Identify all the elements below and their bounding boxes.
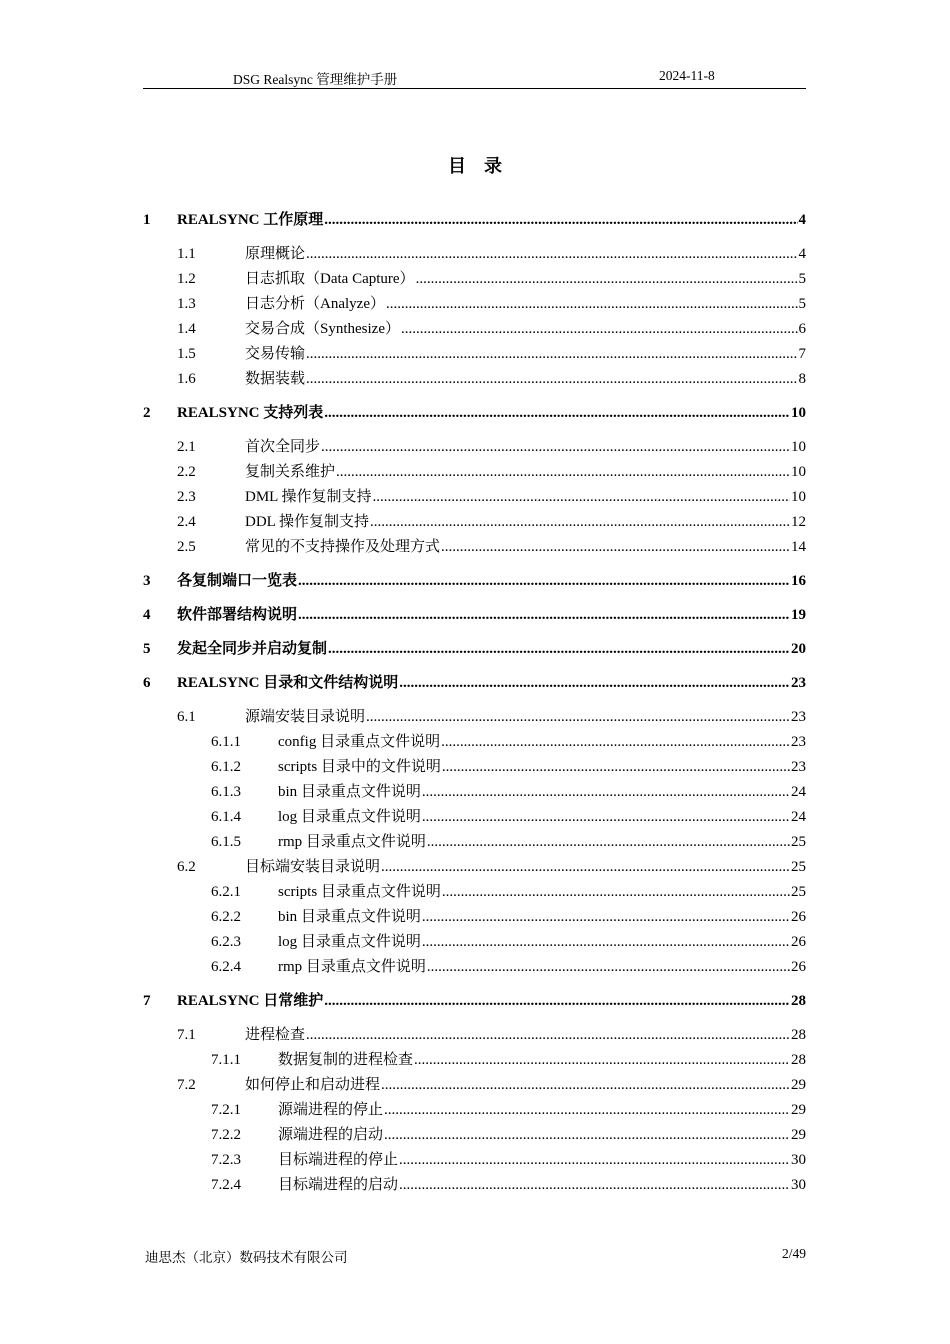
toc-entry-number: 1.1 [177, 246, 196, 262]
toc-entry-page: 12 [791, 514, 806, 530]
toc-entry-page: 28 [791, 1027, 806, 1043]
toc-entry-number: 1.4 [177, 321, 196, 337]
toc-entry-number: 1.5 [177, 346, 196, 362]
page-header [143, 66, 806, 89]
toc-leader-dots [366, 705, 790, 730]
toc-entry-page: 28 [791, 1052, 806, 1068]
toc-entry-page: 4 [798, 212, 806, 228]
toc-entry[interactable] [143, 485, 806, 510]
toc-entry[interactable] [143, 1098, 806, 1123]
toc-leader-dots [422, 805, 790, 830]
toc-leader-dots [324, 208, 797, 233]
toc-entry-title: 发起全同步并启动复制 [177, 641, 328, 657]
toc-entry[interactable] [143, 460, 806, 485]
toc-entry[interactable] [143, 705, 806, 730]
toc-entry-title: rmp 目录重点文件说明 [278, 959, 426, 975]
toc-entry[interactable] [143, 955, 806, 980]
toc-entry-number: 2.5 [177, 539, 196, 555]
toc-entry-title: 日志抓取（Data Capture） [245, 271, 415, 287]
toc-entry-page: 24 [791, 809, 806, 825]
toc-entry-number: 2.3 [177, 489, 196, 505]
toc-entry-title: config 目录重点文件说明 [278, 734, 441, 750]
table-of-contents [143, 208, 806, 1198]
toc-entry-number: 6.2.1 [211, 884, 241, 900]
toc-entry-title: bin 目录重点文件说明 [278, 784, 421, 800]
toc-entry-title: 复制关系维护 [245, 464, 336, 480]
toc-entry-page: 10 [791, 489, 806, 505]
toc-entry-title: bin 目录重点文件说明 [278, 909, 421, 925]
toc-entry-title: 软件部署结构说明 [177, 607, 298, 623]
toc-entry-page: 23 [791, 675, 806, 691]
toc-entry-page: 29 [791, 1127, 806, 1143]
toc-entry-title: 数据复制的进程检查 [278, 1052, 414, 1068]
toc-entry-page: 26 [791, 909, 806, 925]
toc-leader-dots [373, 485, 790, 510]
toc-entry-number: 6.1.5 [211, 834, 241, 850]
toc-leader-dots [416, 267, 798, 292]
header-title: DSG Realsync 管理维护手册 [233, 72, 398, 87]
toc-leader-dots [324, 989, 790, 1014]
footer-page-number: 2/49 [781, 1246, 806, 1261]
toc-leader-dots [441, 535, 790, 560]
toc-entry-title: 各复制端口一览表 [177, 573, 298, 589]
toc-leader-dots [381, 1073, 790, 1098]
toc-entry[interactable] [143, 755, 806, 780]
toc-leader-dots [414, 1048, 790, 1073]
toc-entry-page: 8 [798, 371, 806, 387]
toc-entry-number: 7.2.3 [211, 1152, 241, 1168]
toc-entry-title: scripts 目录重点文件说明 [278, 884, 441, 900]
toc-entry[interactable] [143, 905, 806, 930]
toc-title: 目录 [448, 156, 520, 176]
toc-entry-number: 6 [143, 675, 151, 691]
toc-leader-dots [306, 367, 797, 392]
toc-entry-page: 23 [791, 734, 806, 750]
toc-entry-page: 26 [791, 959, 806, 975]
toc-entry[interactable] [143, 880, 806, 905]
toc-entry-title: DDL 操作复制支持 [245, 514, 370, 530]
toc-entry-title: 常见的不支持操作及处理方式 [245, 539, 441, 555]
toc-leader-dots [321, 435, 790, 460]
toc-entry-page: 16 [791, 573, 806, 589]
toc-leader-dots [324, 401, 790, 426]
toc-entry-number: 7.2.4 [211, 1177, 241, 1193]
toc-entry-page: 28 [791, 993, 806, 1009]
toc-entry-title: 日志分析（Analyze） [245, 296, 385, 312]
toc-leader-dots [422, 905, 790, 930]
toc-entry-title: 首次全同步 [245, 439, 321, 455]
toc-entry-title: log 目录重点文件说明 [278, 809, 421, 825]
toc-entry-number: 6.2.2 [211, 909, 241, 925]
toc-entry-page: 30 [791, 1152, 806, 1168]
toc-leader-dots [336, 460, 790, 485]
toc-entry-page: 5 [798, 296, 806, 312]
toc-entry[interactable] [143, 342, 806, 367]
toc-entry-page: 30 [791, 1177, 806, 1193]
toc-entry-number: 3 [143, 573, 151, 589]
toc-entry-page: 10 [791, 405, 806, 421]
toc-entry-number: 6.1.3 [211, 784, 241, 800]
toc-leader-dots [384, 1123, 790, 1148]
toc-entry-page: 19 [791, 607, 806, 623]
toc-entry-title: 目标端进程的启动 [278, 1177, 399, 1193]
toc-leader-dots [399, 1148, 790, 1173]
toc-entry-number: 2.2 [177, 464, 196, 480]
toc-entry[interactable] [143, 1148, 806, 1173]
toc-entry[interactable] [143, 535, 806, 560]
toc-entry-title: REALSYNC 工作原理 [177, 212, 324, 228]
toc-entry[interactable] [143, 1173, 806, 1198]
toc-entry-title: log 目录重点文件说明 [278, 934, 421, 950]
toc-entry-title: 源端进程的停止 [278, 1102, 384, 1118]
toc-entry-title: 数据装载 [245, 371, 306, 387]
toc-entry[interactable] [143, 730, 806, 755]
toc-entry[interactable] [143, 510, 806, 535]
toc-entry-title: 源端安装目录说明 [245, 709, 366, 725]
toc-entry-page: 26 [791, 934, 806, 950]
toc-leader-dots [306, 342, 797, 367]
toc-entry-title: 进程检查 [245, 1027, 306, 1043]
toc-entry-title: 交易传输 [245, 346, 306, 362]
toc-entry-page: 10 [791, 439, 806, 455]
toc-entry-number: 7.2.2 [211, 1127, 241, 1143]
toc-entry-number: 7 [143, 993, 151, 1009]
toc-entry-title: REALSYNC 目录和文件结构说明 [177, 675, 399, 691]
toc-entry-page: 24 [791, 784, 806, 800]
toc-entry-title: 目标端进程的停止 [278, 1152, 399, 1168]
toc-leader-dots [306, 1023, 790, 1048]
toc-entry-title: 目标端安装目录说明 [245, 859, 381, 875]
toc-entry[interactable] [143, 208, 806, 233]
toc-entry-number: 6.2.4 [211, 959, 241, 975]
toc-leader-dots [427, 955, 790, 980]
toc-entry[interactable] [143, 435, 806, 460]
toc-entry-number: 1 [143, 212, 151, 228]
toc-entry-page: 7 [798, 346, 806, 362]
toc-entry-number: 6.1.2 [211, 759, 241, 775]
toc-leader-dots [298, 569, 790, 594]
toc-leader-dots [298, 603, 790, 628]
toc-entry-title: DML 操作复制支持 [245, 489, 372, 505]
toc-entry-page: 29 [791, 1102, 806, 1118]
toc-entry-number: 7.2.1 [211, 1102, 241, 1118]
toc-entry-page: 29 [791, 1077, 806, 1093]
toc-entry-number: 2.1 [177, 439, 196, 455]
toc-entry[interactable] [143, 317, 806, 342]
toc-entry-number: 6.2 [177, 859, 196, 875]
toc-entry-title: 交易合成（Synthesize） [245, 321, 400, 337]
header-date: 2024-11-8 [659, 68, 715, 83]
toc-leader-dots [381, 855, 790, 880]
toc-entry-number: 7.1 [177, 1027, 196, 1043]
toc-leader-dots [386, 292, 798, 317]
toc-entry[interactable] [143, 1073, 806, 1098]
toc-entry-title: 源端进程的启动 [278, 1127, 384, 1143]
toc-entry[interactable] [143, 780, 806, 805]
toc-entry-number: 2 [143, 405, 151, 421]
toc-entry-title: REALSYNC 支持列表 [177, 405, 324, 421]
toc-entry-number: 6.2.3 [211, 934, 241, 950]
toc-leader-dots [401, 317, 798, 342]
toc-entry-number: 4 [143, 607, 151, 623]
toc-entry-number: 2.4 [177, 514, 196, 530]
toc-entry[interactable] [143, 292, 806, 317]
toc-entry-page: 10 [791, 464, 806, 480]
toc-entry[interactable] [143, 805, 806, 830]
toc-leader-dots [399, 1173, 790, 1198]
toc-entry-number: 7.1.1 [211, 1052, 241, 1068]
toc-entry-page: 23 [791, 709, 806, 725]
toc-entry-title: 原理概论 [245, 246, 306, 262]
toc-entry[interactable] [143, 637, 806, 662]
toc-entry[interactable] [143, 930, 806, 955]
toc-entry-page: 25 [791, 884, 806, 900]
toc-entry-number: 1.2 [177, 271, 196, 287]
toc-leader-dots [306, 242, 797, 267]
toc-leader-dots [384, 1098, 790, 1123]
toc-entry-title: rmp 目录重点文件说明 [278, 834, 426, 850]
toc-entry[interactable] [143, 267, 806, 292]
toc-entry-page: 5 [798, 271, 806, 287]
toc-entry-page: 14 [791, 539, 806, 555]
toc-entry-number: 1.6 [177, 371, 196, 387]
toc-entry-number: 1.3 [177, 296, 196, 312]
toc-entry[interactable] [143, 401, 806, 426]
toc-entry[interactable] [143, 830, 806, 855]
toc-entry[interactable] [143, 367, 806, 392]
toc-entry[interactable] [143, 1048, 806, 1073]
toc-entry-page: 4 [798, 246, 806, 262]
toc-entry[interactable] [143, 1123, 806, 1148]
toc-entry-number: 6.1.4 [211, 809, 241, 825]
toc-entry-page: 25 [791, 834, 806, 850]
toc-entry-number: 5 [143, 641, 151, 657]
toc-leader-dots [370, 510, 790, 535]
toc-leader-dots [442, 755, 790, 780]
toc-entry-page: 23 [791, 759, 806, 775]
toc-entry[interactable] [143, 1023, 806, 1048]
toc-entry-title: REALSYNC 日常维护 [177, 993, 324, 1009]
toc-entry[interactable] [143, 242, 806, 267]
toc-entry-number: 6.1 [177, 709, 196, 725]
toc-leader-dots [442, 880, 790, 905]
toc-entry-title: scripts 目录中的文件说明 [278, 759, 441, 775]
toc-leader-dots [427, 830, 790, 855]
toc-entry-page: 25 [791, 859, 806, 875]
toc-leader-dots [328, 637, 790, 662]
toc-entry-title: 如何停止和启动进程 [245, 1077, 381, 1093]
toc-leader-dots [399, 671, 790, 696]
toc-leader-dots [422, 780, 790, 805]
toc-entry[interactable] [143, 989, 806, 1014]
toc-entry-page: 20 [791, 641, 806, 657]
toc-leader-dots [422, 930, 790, 955]
toc-leader-dots [441, 730, 790, 755]
toc-entry-page: 6 [798, 321, 806, 337]
footer-company: 迪思杰（北京）数码技术有限公司 [145, 1250, 348, 1265]
toc-entry[interactable] [143, 569, 806, 594]
toc-entry[interactable] [143, 671, 806, 696]
toc-entry[interactable] [143, 603, 806, 628]
toc-entry-number: 7.2 [177, 1077, 196, 1093]
toc-entry[interactable] [143, 855, 806, 880]
toc-entry-number: 6.1.1 [211, 734, 241, 750]
